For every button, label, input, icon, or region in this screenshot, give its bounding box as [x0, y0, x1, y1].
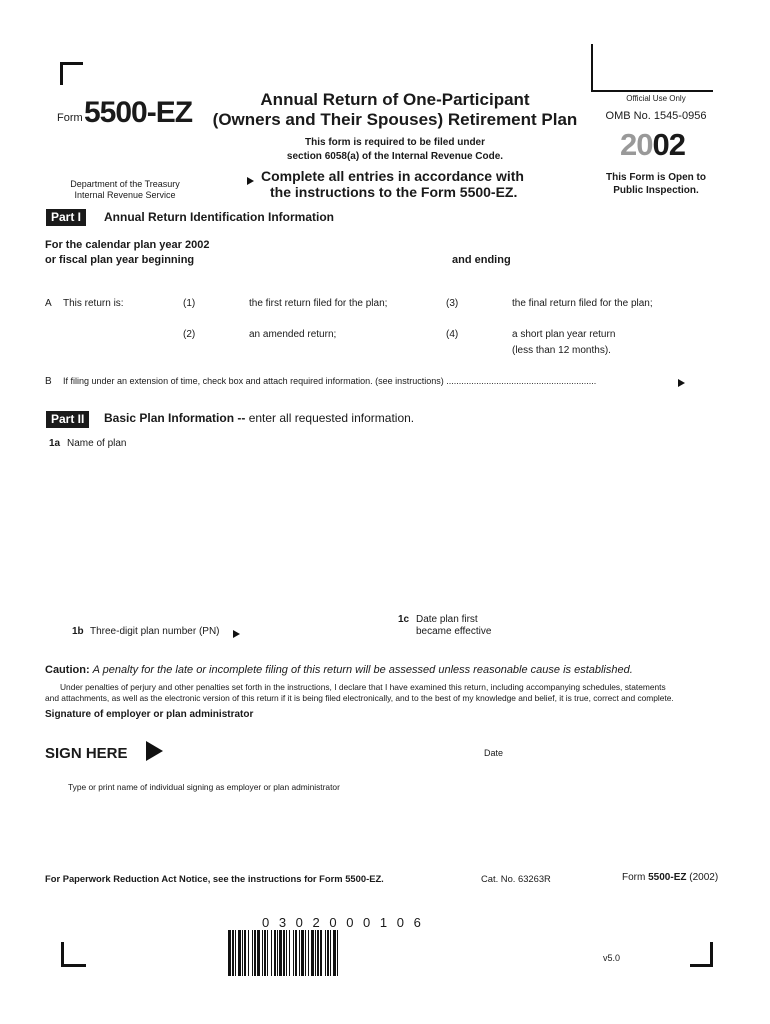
- option-1-text[interactable]: the first return filed for the plan;: [249, 298, 388, 309]
- option-2-text[interactable]: an amended return;: [249, 329, 337, 340]
- line-1c-number: 1c: [398, 614, 410, 625]
- line-1a-number: 1a: [49, 438, 61, 449]
- part-2-title-rest: enter all requested information.: [245, 411, 415, 425]
- option-3-text[interactable]: the final return filed for the plan;: [512, 298, 653, 309]
- calendar-year-line1: For the calendar plan year 2002: [45, 239, 210, 251]
- version-label: v5.0: [603, 953, 621, 963]
- part-1-label: Part I: [46, 209, 86, 226]
- footer-form-year: (2002): [689, 872, 719, 883]
- barcode-digits: 0 3 0 2 0 0 0 1 0 6: [262, 915, 424, 930]
- option-4-number: (4): [446, 329, 459, 340]
- tax-year: [620, 127, 685, 163]
- department-line2: Internal Revenue Service: [74, 190, 176, 200]
- form-title-line2: (Owners and Their Spouses) Retirement Plan: [212, 110, 578, 129]
- date-field[interactable]: [510, 740, 710, 762]
- instruction-line1: Complete all entries in accordance with: [261, 168, 524, 184]
- option-2-number: (2): [183, 329, 196, 340]
- corner-mark-top-right: [591, 44, 713, 92]
- option-1-number: (1): [183, 298, 196, 309]
- line-a-text: This return is:: [63, 298, 124, 309]
- perjury-line2: and attachments, as well as the electronic version of this return if it is being filed electronically, and to the best of my knowledge and belief, it is true, correct and complete.: [45, 693, 674, 703]
- barcode-bar: [338, 930, 340, 976]
- form-title-line1: Annual Return of One-Participant: [260, 90, 530, 109]
- option-4-text[interactable]: a short plan year return: [512, 329, 616, 340]
- corner-mark-bottom-right: [690, 942, 713, 967]
- caution-statement: [45, 664, 633, 676]
- line-1b-number: 1b: [72, 626, 84, 637]
- calendar-year-line2: or fiscal plan year beginning: [45, 254, 195, 266]
- sign-here-label: SIGN HERE: [45, 745, 128, 762]
- barcode: [228, 930, 518, 976]
- option-4-text-line2: (less than 12 months).: [512, 345, 611, 356]
- part-1-title: Annual Return Identification Information: [104, 210, 334, 224]
- line-1b-arrow-icon: [233, 625, 240, 643]
- paperwork-notice: For Paperwork Reduction Act Notice, see the instructions for Form 5500-EZ.: [45, 873, 384, 884]
- corner-mark-top-left: [60, 62, 83, 85]
- part-2-label: Part II: [46, 411, 89, 428]
- footer-form-word: Form: [622, 872, 646, 883]
- tax-year-solid: 02: [652, 127, 685, 162]
- department-line1: Department of the Treasury: [70, 179, 180, 189]
- option-3-number: (3): [446, 298, 459, 309]
- footer-form-number: 5500-EZ: [648, 872, 687, 883]
- caution-label: Caution:: [45, 664, 90, 676]
- line-1c-label-line1: Date plan first: [416, 614, 478, 625]
- instruction-arrow-icon: [247, 172, 254, 190]
- line-a-letter: A: [45, 298, 52, 309]
- perjury-line1: Under penalties of perjury and other penalties set forth in the instructions, I declare that I have examined this return, including accompanying schedules, statements: [60, 682, 666, 692]
- public-inspection-line1: This Form is Open to: [605, 172, 706, 183]
- instruction-line2: the instructions to the Form 5500-EZ.: [270, 184, 518, 200]
- signature-field[interactable]: [170, 732, 470, 762]
- line-1c-label-line2: became effective: [416, 626, 492, 637]
- public-inspection-line2: Public Inspection.: [613, 185, 699, 196]
- date-label: Date: [484, 748, 504, 758]
- form-label: Form: [57, 112, 83, 124]
- tax-year-outline: 20: [620, 127, 653, 162]
- line-b-text[interactable]: If filing under an extension of time, check box and attach required information. (see instructions) ............................................................: [63, 376, 597, 386]
- corner-mark-bottom-left: [61, 942, 86, 967]
- and-ending-label: and ending: [452, 254, 511, 266]
- form-number: 5500-EZ: [84, 96, 193, 129]
- line-b-arrow-icon: [678, 374, 685, 392]
- signature-label: Signature of employer or plan administrator: [45, 709, 254, 720]
- caution-text: A penalty for the late or incomplete filing of this return will be assessed unless reasonable cause is established.: [92, 664, 633, 676]
- omb-number: OMB No. 1545-0956: [605, 110, 707, 122]
- part-2-title-bold: Basic Plan Information --: [104, 411, 246, 425]
- sign-here-arrow-icon: [146, 741, 163, 761]
- official-use-label: Official Use Only: [626, 94, 686, 103]
- part-2-title: [104, 411, 414, 425]
- required-line1: This form is required to be filed under: [304, 137, 486, 148]
- line-b-letter: B: [45, 376, 52, 387]
- required-line2: section 6058(a) of the Internal Revenue Code.: [286, 151, 504, 162]
- cat-number: Cat. No. 63263R: [481, 873, 551, 884]
- line-1b-label: Three-digit plan number (PN): [90, 626, 220, 637]
- footer-form-id: [622, 872, 718, 883]
- print-name-label: Type or print name of individual signing as employer or plan administrator: [68, 782, 340, 792]
- line-1a-label: Name of plan: [67, 438, 127, 449]
